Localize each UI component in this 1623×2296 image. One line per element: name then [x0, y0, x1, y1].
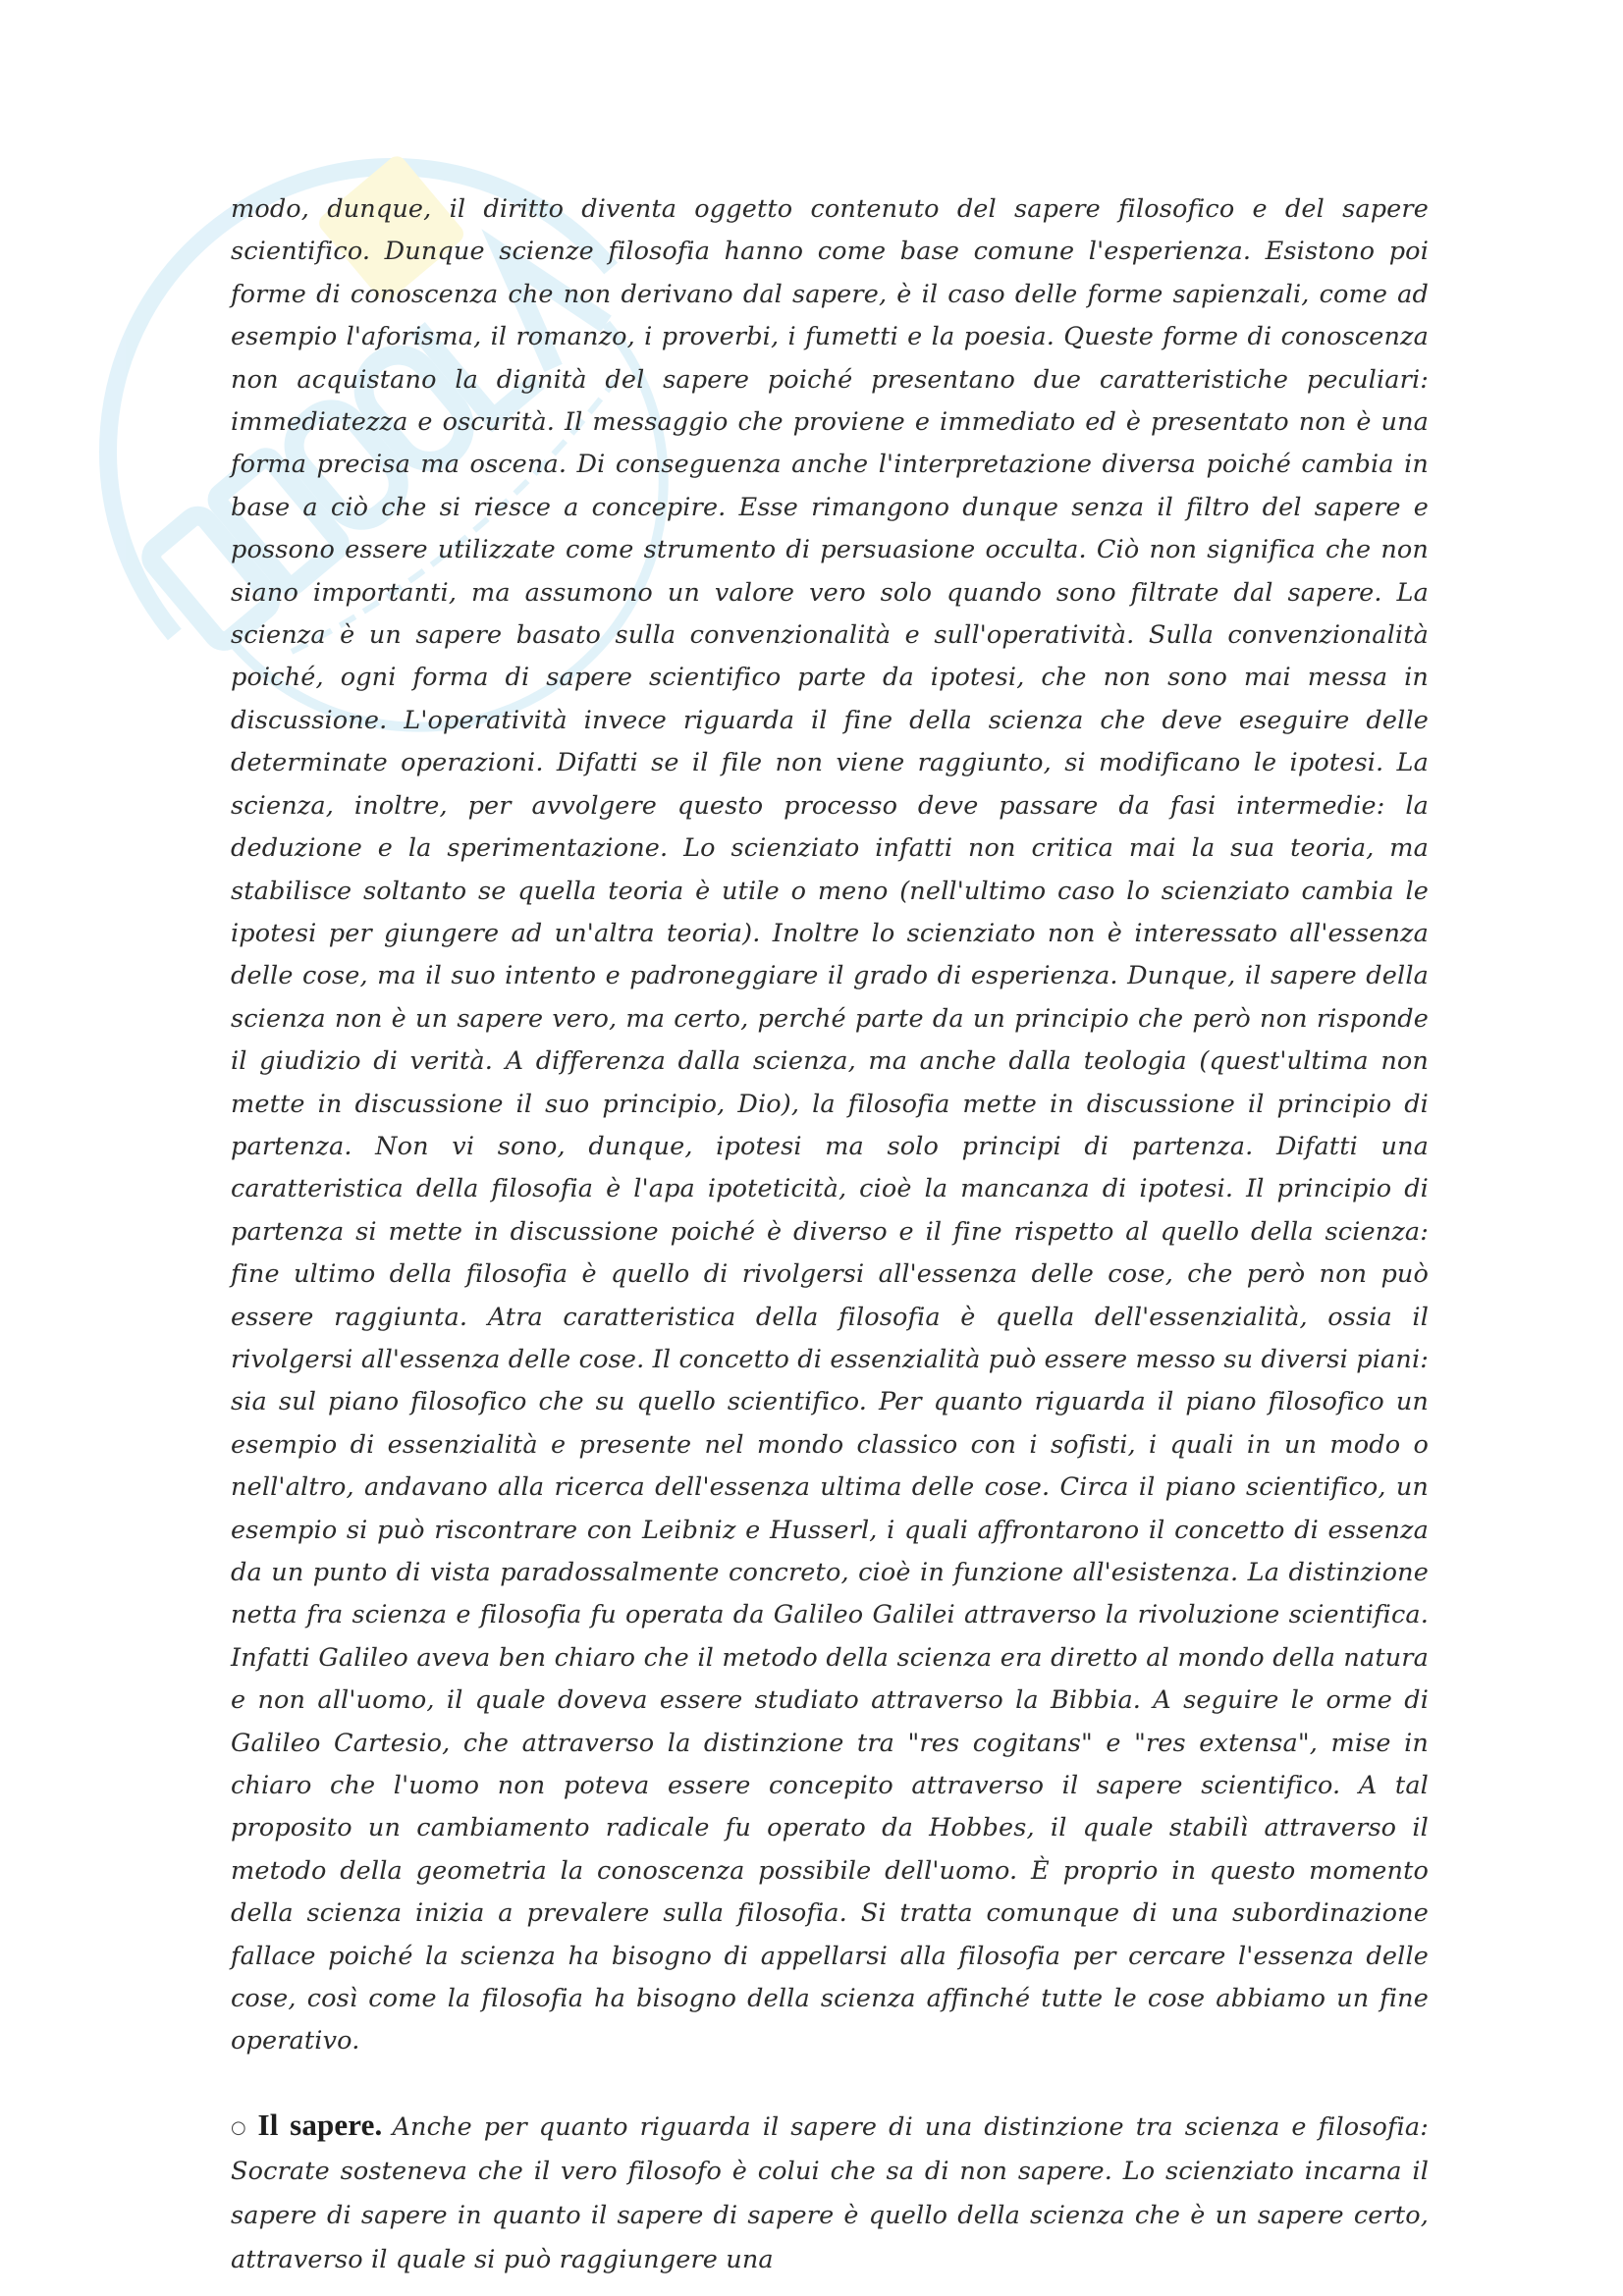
- document-page: [231, 188, 1429, 2282]
- section-heading: Il sapere.: [257, 2107, 383, 2142]
- section-text: Anche per quanto riguarda il sapere di una distinzione tra scienza e filosofia: Socrate sosteneva che il vero filosofo è colui che sa di non sapere. Lo scienziato incarna il sapere di sapere in quanto il sapere di sapere è quello della scienza che è un sapere certo, attraverso il quale si può raggiungere una: [231, 2111, 1430, 2274]
- body-paragraph: modo, dunque, il diritto diventa oggetto contenuto del sapere filosofico e del sapere scientifico. Dunque scienze filosofia hanno come base comune l'esperienza. Esistono poi forme di conoscenza che non derivano dal sapere, è il caso delle forme sapienzali, come ad esempio l'aforisma, il romanzo, i proverbi, i fumetti e la poesia. Queste forme di conoscenza non acquistano la dignità del sapere poiché presentano due caratteristiche peculiari: immediatezza e oscurità. Il messaggio che proviene e immediato ed è presentato non è una forma precisa ma oscena. Di conseguenza anche l'interpretazione diversa poiché cambia in base a ciò che si riesce a concepire. Esse rimangono dunque senza il filtro del sapere e possono essere utilizzate come strumento di persuasione occulta. Ciò non significa che non siano importanti, ma assumono un valore vero solo quando sono filtrate dal sapere. La scienza è un sapere basato sulla convenzionalità e sull'operatività. Sulla convenzionalità poiché, ogni forma di sapere scientifico parte da ipotesi, che non sono mai messa in discussione. L'operatività invece riguarda il fine della scienza che deve eseguire delle determinate operazioni. Difatti se il file non viene raggiunto, si modificano le ipotesi. La scienza, inoltre, per avvolgere questo processo deve passare da fasi intermedie: la deduzione e la sperimentazione. Lo scienziato infatti non critica mai la sua teoria, ma stabilisce soltanto se quella teoria è utile o meno (nell'ultimo caso lo scienziato cambia le ipotesi per giungere ad un'altra teoria). Inoltre lo scienziato non è interessato all'essenza delle cose, ma il suo intento e padroneggiare il grado di esperienza. Dunque, il sapere della scienza non è un sapere vero, ma certo, perché parte da un principio che però non risponde il giudizio di verità. A differenza dalla scienza, ma anche dalla teologia (quest'ultima non mette in discussione il suo principio, Dio), la filosofia mette in discussione il principio di partenza. Non vi sono, dunque, ipotesi ma solo principi di partenza. Difatti una caratteristica della filosofia è l'apa ipoteticità, cioè la mancanza di ipotesi. Il principio di partenza si mette in discussione poiché è diverso e il fine rispetto al quello della scienza: fine ultimo della filosofia è quello di rivolgersi all'essenza delle cose, che però non può essere raggiunta. Atra caratteristica della filosofia è quella dell'essenzialità, ossia il rivolgersi all'essenza delle cose. Il concetto di essenzialità può essere messo su diversi piani: sia sul piano filosofico che su quello scientifico. Per quanto riguarda il piano filosofico un esempio di essenzialità e presente nel mondo classico con i sofisti, i quali in un modo o nell'altro, andavano alla ricerca dell'essenza ultima delle cose. Circa il piano scientifico, un esempio si può riscontrare con Leibniz e Husserl, i quali affrontarono il concetto di essenza da un punto di vista paradossalmente concreto, cioè in funzione all'esistenza. La distinzione netta fra scienza e filosofia fu operata da Galileo Galilei attraverso la rivoluzione scientifica. Infatti Galileo aveva ben chiaro che il metodo della scienza era diretto al mondo della natura e non all'uomo, il quale doveva essere studiato attraverso la Bibbia. A seguire le orme di Galileo Cartesio, che attraverso la distinzione tra "res cogitans" e "res extensa", mise in chiaro che l'uomo non poteva essere concepito attraverso il sapere scientifico. A tal proposito un cambiamento radicale fu operato da Hobbes, il quale stabilì attraverso il metodo della geometria la conoscenza possibile dell'uomo. È proprio in questo momento della scienza inizia a prevalere sulla filosofia. Si tratta comunque di una subordinazione fallace poiché la scienza ha bisogno di appellarsi alla filosofia per cercare l'essenza delle cose, così come la filosofia ha bisogno della scienza affinché tutte le cose abbiamo un fine operativo.: [231, 194, 1429, 2056]
- section-il-sapere: [231, 2103, 1429, 2282]
- section-paragraph: [231, 2103, 1429, 2282]
- bullet-icon: ○: [231, 2116, 250, 2138]
